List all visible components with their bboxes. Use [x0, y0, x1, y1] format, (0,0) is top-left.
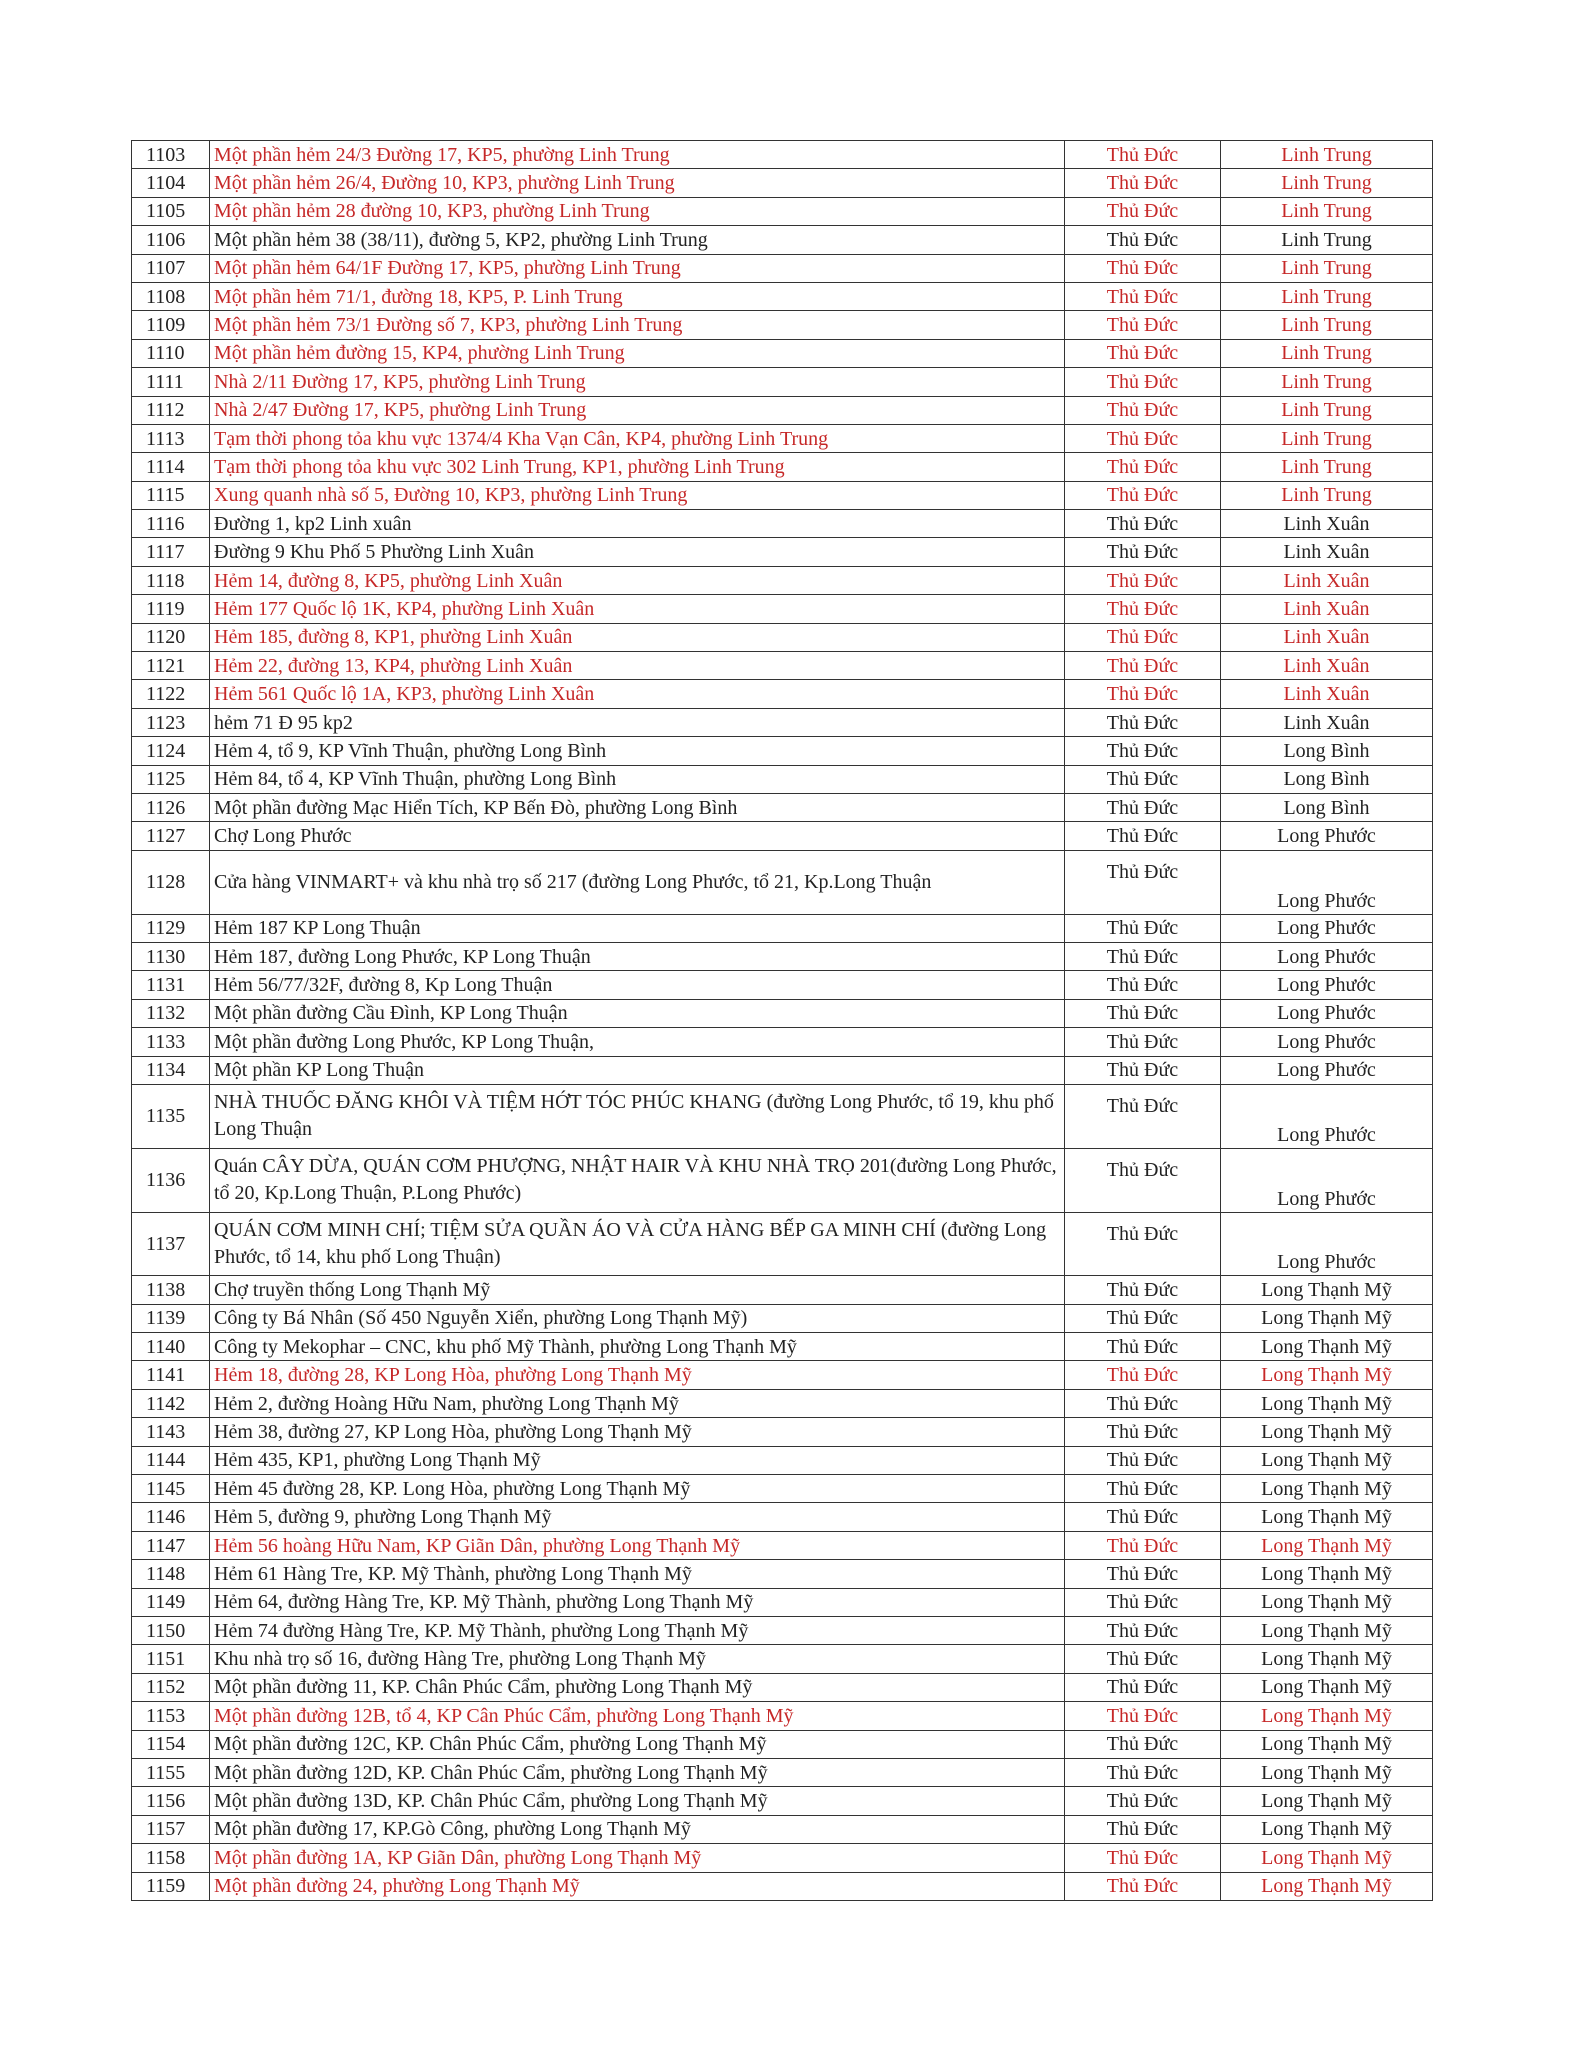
- address-cell: Hẻm 187, đường Long Phước, KP Long Thuận: [210, 942, 1065, 970]
- table-row: [132, 1673, 1433, 1701]
- table-row: [132, 680, 1433, 708]
- district-cell: Thủ Đức: [1065, 793, 1221, 821]
- district-cell: Thủ Đức: [1065, 680, 1221, 708]
- district-cell: Thủ Đức: [1065, 1389, 1221, 1417]
- ward-cell: Linh Trung: [1221, 254, 1433, 282]
- table-row: [132, 368, 1433, 396]
- table-row: [132, 708, 1433, 736]
- district-cell: Thủ Đức: [1065, 595, 1221, 623]
- district-cell: Thủ Đức: [1065, 339, 1221, 367]
- district-cell: Thủ Đức: [1065, 914, 1221, 942]
- row-number-cell: 1156: [132, 1787, 210, 1815]
- address-cell: Khu nhà trọ số 16, đường Hàng Tre, phường Long Thạnh Mỹ: [210, 1645, 1065, 1673]
- table-row: [132, 1446, 1433, 1474]
- table-row: [132, 1645, 1433, 1673]
- district-cell: Thủ Đức: [1065, 1531, 1221, 1559]
- table-row: [132, 396, 1433, 424]
- row-number-cell: 1110: [132, 339, 210, 367]
- row-number-cell: 1121: [132, 652, 210, 680]
- table-row: [132, 1616, 1433, 1644]
- table-row: [132, 914, 1433, 942]
- district-cell: Thủ Đức: [1065, 1673, 1221, 1701]
- address-cell: Một phần đường 12D, KP. Chân Phúc Cẩm, phường Long Thạnh Mỹ: [210, 1758, 1065, 1786]
- ward-cell: Linh Trung: [1221, 197, 1433, 225]
- row-number-cell: 1138: [132, 1276, 210, 1304]
- table-row: [132, 1758, 1433, 1786]
- ward-cell: Long Bình: [1221, 765, 1433, 793]
- row-number-cell: 1103: [132, 141, 210, 169]
- address-cell: Một phần hẻm 64/1F Đường 17, KP5, phường Linh Trung: [210, 254, 1065, 282]
- row-number-cell: 1130: [132, 942, 210, 970]
- row-number-cell: 1137: [132, 1212, 210, 1276]
- address-cell: Một phần đường Cầu Đình, KP Long Thuận: [210, 999, 1065, 1027]
- district-cell: Thủ Đức: [1065, 1028, 1221, 1056]
- ward-cell: Linh Trung: [1221, 396, 1433, 424]
- district-cell: Thủ Đức: [1065, 1418, 1221, 1446]
- table-body: [132, 141, 1433, 1901]
- address-cell: Một phần đường 12C, KP. Chân Phúc Cẩm, phường Long Thạnh Mỹ: [210, 1730, 1065, 1758]
- ward-cell: Long Phước: [1221, 942, 1433, 970]
- address-cell: Một phần hẻm đường 15, KP4, phường Linh Trung: [210, 339, 1065, 367]
- table-row: [132, 339, 1433, 367]
- address-cell: Hẻm 2, đường Hoàng Hữu Nam, phường Long Thạnh Mỹ: [210, 1389, 1065, 1417]
- table-row: [132, 1787, 1433, 1815]
- row-number-cell: 1119: [132, 595, 210, 623]
- ward-cell: Linh Xuân: [1221, 538, 1433, 566]
- address-cell: Đường 9 Khu Phố 5 Phường Linh Xuân: [210, 538, 1065, 566]
- district-cell: Thủ Đức: [1065, 1645, 1221, 1673]
- table-row: [132, 595, 1433, 623]
- table-row: [132, 1503, 1433, 1531]
- address-cell: Một phần đường Long Phước, KP Long Thuận,: [210, 1028, 1065, 1056]
- ward-cell: Long Thạnh Mỹ: [1221, 1787, 1433, 1815]
- table-row: [132, 1304, 1433, 1332]
- ward-cell: Long Thạnh Mỹ: [1221, 1844, 1433, 1872]
- address-cell: Hẻm 74 đường Hàng Tre, KP. Mỹ Thành, phường Long Thạnh Mỹ: [210, 1616, 1065, 1644]
- district-cell: Thủ Đức: [1065, 1304, 1221, 1332]
- row-number-cell: 1142: [132, 1389, 210, 1417]
- ward-cell: Long Phước: [1221, 1148, 1433, 1212]
- ward-cell: Linh Trung: [1221, 368, 1433, 396]
- table-row: [132, 652, 1433, 680]
- row-number-cell: 1124: [132, 737, 210, 765]
- row-number-cell: 1145: [132, 1475, 210, 1503]
- district-cell: Thủ Đức: [1065, 1588, 1221, 1616]
- table-row: [132, 538, 1433, 566]
- address-cell: Một phần hẻm 26/4, Đường 10, KP3, phường Linh Trung: [210, 169, 1065, 197]
- address-cell: Một phần hẻm 73/1 Đường số 7, KP3, phường Linh Trung: [210, 311, 1065, 339]
- address-cell: Hẻm 177 Quốc lộ 1K, KP4, phường Linh Xuân: [210, 595, 1065, 623]
- table-row: [132, 1056, 1433, 1084]
- address-cell: QUÁN CƠM MINH CHÍ; TIỆM SỬA QUẦN ÁO VÀ CỬA HÀNG BẾP GA MINH CHÍ (đường Long Phước, tổ 14, khu phố Long Thuận): [210, 1212, 1065, 1276]
- address-cell: Chợ Long Phước: [210, 822, 1065, 850]
- address-cell: Công ty Mekophar – CNC, khu phố Mỹ Thành, phường Long Thạnh Mỹ: [210, 1333, 1065, 1361]
- address-cell: Xung quanh nhà số 5, Đường 10, KP3, phường Linh Trung: [210, 481, 1065, 509]
- ward-cell: Linh Trung: [1221, 453, 1433, 481]
- ward-cell: Long Thạnh Mỹ: [1221, 1645, 1433, 1673]
- address-cell: Một phần hẻm 28 đường 10, KP3, phường Linh Trung: [210, 197, 1065, 225]
- row-number-cell: 1158: [132, 1844, 210, 1872]
- row-number-cell: 1106: [132, 226, 210, 254]
- district-cell: Thủ Đức: [1065, 1276, 1221, 1304]
- address-cell: Một phần đường Mạc Hiển Tích, KP Bến Đò, phường Long Bình: [210, 793, 1065, 821]
- address-cell: Tạm thời phong tỏa khu vực 1374/4 Kha Vạn Cân, KP4, phường Linh Trung: [210, 424, 1065, 452]
- ward-cell: Long Thạnh Mỹ: [1221, 1815, 1433, 1843]
- district-cell: Thủ Đức: [1065, 1787, 1221, 1815]
- address-cell: Một phần đường 17, KP.Gò Công, phường Long Thạnh Mỹ: [210, 1815, 1065, 1843]
- district-cell: Thủ Đức: [1065, 971, 1221, 999]
- table-row: [132, 1418, 1433, 1446]
- row-number-cell: 1135: [132, 1084, 210, 1148]
- district-cell: Thủ Đức: [1065, 1758, 1221, 1786]
- district-cell: Thủ Đức: [1065, 1084, 1221, 1148]
- address-cell: Hẻm 64, đường Hàng Tre, KP. Mỹ Thành, phường Long Thạnh Mỹ: [210, 1588, 1065, 1616]
- row-number-cell: 1155: [132, 1758, 210, 1786]
- address-cell: Hẻm 185, đường 8, KP1, phường Linh Xuân: [210, 623, 1065, 651]
- ward-cell: Long Thạnh Mỹ: [1221, 1560, 1433, 1588]
- ward-cell: Long Phước: [1221, 850, 1433, 914]
- row-number-cell: 1122: [132, 680, 210, 708]
- address-cell: Một phần đường 12B, tổ 4, KP Cân Phúc Cẩm, phường Long Thạnh Mỹ: [210, 1702, 1065, 1730]
- table-row: [132, 169, 1433, 197]
- ward-cell: Long Thạnh Mỹ: [1221, 1304, 1433, 1332]
- address-cell: Hẻm 561 Quốc lộ 1A, KP3, phường Linh Xuân: [210, 680, 1065, 708]
- row-number-cell: 1107: [132, 254, 210, 282]
- district-cell: Thủ Đức: [1065, 1560, 1221, 1588]
- table-row: [132, 1531, 1433, 1559]
- address-cell: Một phần hẻm 24/3 Đường 17, KP5, phường Linh Trung: [210, 141, 1065, 169]
- row-number-cell: 1111: [132, 368, 210, 396]
- ward-cell: Long Thạnh Mỹ: [1221, 1446, 1433, 1474]
- table-row: [132, 226, 1433, 254]
- ward-cell: Linh Trung: [1221, 424, 1433, 452]
- address-cell: Hẻm 22, đường 13, KP4, phường Linh Xuân: [210, 652, 1065, 680]
- address-cell: Nhà 2/11 Đường 17, KP5, phường Linh Trung: [210, 368, 1065, 396]
- address-cell: Quán CÂY DỪA, QUÁN CƠM PHƯỢNG, NHẬT HAIR VÀ KHU NHÀ TRỌ 201(đường Long Phước, tổ 20, Kp.Long Thuận, P.Long Phước): [210, 1148, 1065, 1212]
- district-cell: Thủ Đức: [1065, 453, 1221, 481]
- table-row: [132, 197, 1433, 225]
- row-number-cell: 1125: [132, 765, 210, 793]
- row-number-cell: 1157: [132, 1815, 210, 1843]
- ward-cell: Linh Trung: [1221, 169, 1433, 197]
- row-number-cell: 1149: [132, 1588, 210, 1616]
- table-row: [132, 1212, 1433, 1276]
- district-cell: Thủ Đức: [1065, 1333, 1221, 1361]
- row-number-cell: 1104: [132, 169, 210, 197]
- district-cell: Thủ Đức: [1065, 1212, 1221, 1276]
- ward-cell: Long Thạnh Mỹ: [1221, 1418, 1433, 1446]
- address-cell: Một phần KP Long Thuận: [210, 1056, 1065, 1084]
- address-cell: Hẻm 187 KP Long Thuận: [210, 914, 1065, 942]
- row-number-cell: 1112: [132, 396, 210, 424]
- row-number-cell: 1132: [132, 999, 210, 1027]
- row-number-cell: 1144: [132, 1446, 210, 1474]
- ward-cell: Long Bình: [1221, 793, 1433, 821]
- table-row: [132, 311, 1433, 339]
- table-row: [132, 282, 1433, 310]
- ward-cell: Linh Trung: [1221, 481, 1433, 509]
- ward-cell: Linh Xuân: [1221, 510, 1433, 538]
- address-cell: Hẻm 61 Hàng Tre, KP. Mỹ Thành, phường Long Thạnh Mỹ: [210, 1560, 1065, 1588]
- table-row: [132, 1148, 1433, 1212]
- address-cell: Nhà 2/47 Đường 17, KP5, phường Linh Trung: [210, 396, 1065, 424]
- district-cell: Thủ Đức: [1065, 424, 1221, 452]
- district-cell: Thủ Đức: [1065, 1475, 1221, 1503]
- table-row: [132, 1872, 1433, 1900]
- address-cell: Một phần đường 1A, KP Giãn Dân, phường Long Thạnh Mỹ: [210, 1844, 1065, 1872]
- district-cell: Thủ Đức: [1065, 1702, 1221, 1730]
- ward-cell: Linh Xuân: [1221, 595, 1433, 623]
- ward-cell: Long Thạnh Mỹ: [1221, 1702, 1433, 1730]
- ward-cell: Linh Xuân: [1221, 623, 1433, 651]
- address-cell: NHÀ THUỐC ĐĂNG KHÔI VÀ TIỆM HỚT TÓC PHÚC KHANG (đường Long Phước, tổ 19, khu phố Long Thuận: [210, 1084, 1065, 1148]
- table-row: [132, 481, 1433, 509]
- table-row: [132, 850, 1433, 914]
- ward-cell: Linh Xuân: [1221, 652, 1433, 680]
- address-cell: Đường 1, kp2 Linh xuân: [210, 510, 1065, 538]
- row-number-cell: 1159: [132, 1872, 210, 1900]
- lockdown-locations-table: [131, 140, 1433, 1901]
- table-row: [132, 510, 1433, 538]
- table-row: [132, 1361, 1433, 1389]
- district-cell: Thủ Đức: [1065, 566, 1221, 594]
- ward-cell: Long Thạnh Mỹ: [1221, 1588, 1433, 1616]
- table-row: [132, 737, 1433, 765]
- address-cell: Hẻm 5, đường 9, phường Long Thạnh Mỹ: [210, 1503, 1065, 1531]
- ward-cell: Long Phước: [1221, 1212, 1433, 1276]
- address-cell: Một phần hẻm 71/1, đường 18, KP5, P. Linh Trung: [210, 282, 1065, 310]
- district-cell: Thủ Đức: [1065, 652, 1221, 680]
- table-row: [132, 424, 1433, 452]
- table-row: [132, 1560, 1433, 1588]
- table-row: [132, 453, 1433, 481]
- address-cell: Hẻm 56/77/32F, đường 8, Kp Long Thuận: [210, 971, 1065, 999]
- ward-cell: Long Thạnh Mỹ: [1221, 1872, 1433, 1900]
- address-cell: Cửa hàng VINMART+ và khu nhà trọ số 217 (đường Long Phước, tổ 21, Kp.Long Thuận: [210, 850, 1065, 914]
- district-cell: Thủ Đức: [1065, 311, 1221, 339]
- ward-cell: Long Phước: [1221, 1084, 1433, 1148]
- row-number-cell: 1129: [132, 914, 210, 942]
- ward-cell: Long Thạnh Mỹ: [1221, 1475, 1433, 1503]
- row-number-cell: 1134: [132, 1056, 210, 1084]
- district-cell: Thủ Đức: [1065, 169, 1221, 197]
- district-cell: Thủ Đức: [1065, 765, 1221, 793]
- table-row: [132, 1475, 1433, 1503]
- district-cell: Thủ Đức: [1065, 254, 1221, 282]
- row-number-cell: 1140: [132, 1333, 210, 1361]
- row-number-cell: 1136: [132, 1148, 210, 1212]
- table-row: [132, 1028, 1433, 1056]
- address-cell: Hẻm 435, KP1, phường Long Thạnh Mỹ: [210, 1446, 1065, 1474]
- address-cell: Chợ truyền thống Long Thạnh Mỹ: [210, 1276, 1065, 1304]
- address-cell: Một phần đường 24, phường Long Thạnh Mỹ: [210, 1872, 1065, 1900]
- row-number-cell: 1148: [132, 1560, 210, 1588]
- table-row: [132, 1844, 1433, 1872]
- table-row: [132, 971, 1433, 999]
- table-row: [132, 1702, 1433, 1730]
- address-cell: Hẻm 14, đường 8, KP5, phường Linh Xuân: [210, 566, 1065, 594]
- address-cell: Hẻm 45 đường 28, KP. Long Hòa, phường Long Thạnh Mỹ: [210, 1475, 1065, 1503]
- ward-cell: Long Thạnh Mỹ: [1221, 1730, 1433, 1758]
- table-row: [132, 1333, 1433, 1361]
- district-cell: Thủ Đức: [1065, 481, 1221, 509]
- ward-cell: Long Thạnh Mỹ: [1221, 1503, 1433, 1531]
- district-cell: Thủ Đức: [1065, 1056, 1221, 1084]
- address-cell: Một phần hẻm 38 (38/11), đường 5, KP2, phường Linh Trung: [210, 226, 1065, 254]
- row-number-cell: 1126: [132, 793, 210, 821]
- district-cell: Thủ Đức: [1065, 396, 1221, 424]
- address-cell: Một phần đường 11, KP. Chân Phúc Cẩm, phường Long Thạnh Mỹ: [210, 1673, 1065, 1701]
- ward-cell: Linh Trung: [1221, 226, 1433, 254]
- row-number-cell: 1139: [132, 1304, 210, 1332]
- address-cell: Tạm thời phong tỏa khu vực 302 Linh Trung, KP1, phường Linh Trung: [210, 453, 1065, 481]
- address-cell: Hẻm 56 hoàng Hữu Nam, KP Giãn Dân, phường Long Thạnh Mỹ: [210, 1531, 1065, 1559]
- ward-cell: Long Phước: [1221, 999, 1433, 1027]
- row-number-cell: 1114: [132, 453, 210, 481]
- district-cell: Thủ Đức: [1065, 1844, 1221, 1872]
- table-row: [132, 999, 1433, 1027]
- table-row: [132, 1588, 1433, 1616]
- row-number-cell: 1150: [132, 1616, 210, 1644]
- table-row: [132, 1084, 1433, 1148]
- ward-cell: Long Bình: [1221, 737, 1433, 765]
- address-cell: Hẻm 84, tổ 4, KP Vĩnh Thuận, phường Long Bình: [210, 765, 1065, 793]
- ward-cell: Long Thạnh Mỹ: [1221, 1531, 1433, 1559]
- ward-cell: Long Phước: [1221, 822, 1433, 850]
- address-cell: Công ty Bá Nhân (Số 450 Nguyễn Xiển, phường Long Thạnh Mỹ): [210, 1304, 1065, 1332]
- row-number-cell: 1105: [132, 197, 210, 225]
- row-number-cell: 1113: [132, 424, 210, 452]
- row-number-cell: 1153: [132, 1702, 210, 1730]
- row-number-cell: 1147: [132, 1531, 210, 1559]
- row-number-cell: 1117: [132, 538, 210, 566]
- address-cell: Một phần đường 13D, KP. Chân Phúc Cẩm, phường Long Thạnh Mỹ: [210, 1787, 1065, 1815]
- district-cell: Thủ Đức: [1065, 226, 1221, 254]
- ward-cell: Linh Trung: [1221, 339, 1433, 367]
- table-row: [132, 254, 1433, 282]
- table-row: [132, 1389, 1433, 1417]
- district-cell: Thủ Đức: [1065, 850, 1221, 914]
- row-number-cell: 1120: [132, 623, 210, 651]
- address-cell: Hẻm 38, đường 27, KP Long Hòa, phường Long Thạnh Mỹ: [210, 1418, 1065, 1446]
- ward-cell: Long Thạnh Mỹ: [1221, 1673, 1433, 1701]
- row-number-cell: 1131: [132, 971, 210, 999]
- table-row: [132, 765, 1433, 793]
- ward-cell: Long Phước: [1221, 971, 1433, 999]
- district-cell: Thủ Đức: [1065, 737, 1221, 765]
- table-row: [132, 1276, 1433, 1304]
- table-row: [132, 566, 1433, 594]
- district-cell: Thủ Đức: [1065, 708, 1221, 736]
- district-cell: Thủ Đức: [1065, 368, 1221, 396]
- district-cell: Thủ Đức: [1065, 999, 1221, 1027]
- table-row: [132, 942, 1433, 970]
- district-cell: Thủ Đức: [1065, 1503, 1221, 1531]
- address-cell: hẻm 71 Đ 95 kp2: [210, 708, 1065, 736]
- row-number-cell: 1154: [132, 1730, 210, 1758]
- district-cell: Thủ Đức: [1065, 822, 1221, 850]
- row-number-cell: 1133: [132, 1028, 210, 1056]
- ward-cell: Long Thạnh Mỹ: [1221, 1276, 1433, 1304]
- district-cell: Thủ Đức: [1065, 623, 1221, 651]
- district-cell: Thủ Đức: [1065, 942, 1221, 970]
- row-number-cell: 1127: [132, 822, 210, 850]
- ward-cell: Long Phước: [1221, 914, 1433, 942]
- row-number-cell: 1116: [132, 510, 210, 538]
- row-number-cell: 1118: [132, 566, 210, 594]
- row-number-cell: 1123: [132, 708, 210, 736]
- district-cell: Thủ Đức: [1065, 141, 1221, 169]
- ward-cell: Long Thạnh Mỹ: [1221, 1361, 1433, 1389]
- ward-cell: Long Thạnh Mỹ: [1221, 1389, 1433, 1417]
- district-cell: Thủ Đức: [1065, 197, 1221, 225]
- row-number-cell: 1146: [132, 1503, 210, 1531]
- table-row: [132, 141, 1433, 169]
- ward-cell: Linh Xuân: [1221, 680, 1433, 708]
- district-cell: Thủ Đức: [1065, 1616, 1221, 1644]
- address-cell: Hẻm 4, tổ 9, KP Vĩnh Thuận, phường Long Bình: [210, 737, 1065, 765]
- table-row: [132, 1815, 1433, 1843]
- table-row: [132, 623, 1433, 651]
- ward-cell: Linh Trung: [1221, 141, 1433, 169]
- table-row: [132, 793, 1433, 821]
- row-number-cell: 1128: [132, 850, 210, 914]
- row-number-cell: 1151: [132, 1645, 210, 1673]
- ward-cell: Long Thạnh Mỹ: [1221, 1758, 1433, 1786]
- ward-cell: Long Phước: [1221, 1056, 1433, 1084]
- row-number-cell: 1152: [132, 1673, 210, 1701]
- ward-cell: Linh Trung: [1221, 311, 1433, 339]
- row-number-cell: 1109: [132, 311, 210, 339]
- district-cell: Thủ Đức: [1065, 1730, 1221, 1758]
- ward-cell: Linh Xuân: [1221, 708, 1433, 736]
- ward-cell: Linh Xuân: [1221, 566, 1433, 594]
- ward-cell: Long Thạnh Mỹ: [1221, 1333, 1433, 1361]
- table-row: [132, 1730, 1433, 1758]
- row-number-cell: 1141: [132, 1361, 210, 1389]
- district-cell: Thủ Đức: [1065, 538, 1221, 566]
- district-cell: Thủ Đức: [1065, 1361, 1221, 1389]
- address-cell: Hẻm 18, đường 28, KP Long Hòa, phường Long Thạnh Mỹ: [210, 1361, 1065, 1389]
- table-row: [132, 822, 1433, 850]
- row-number-cell: 1115: [132, 481, 210, 509]
- district-cell: Thủ Đức: [1065, 1872, 1221, 1900]
- ward-cell: Linh Trung: [1221, 282, 1433, 310]
- ward-cell: Long Thạnh Mỹ: [1221, 1616, 1433, 1644]
- district-cell: Thủ Đức: [1065, 1446, 1221, 1474]
- ward-cell: Long Phước: [1221, 1028, 1433, 1056]
- district-cell: Thủ Đức: [1065, 1148, 1221, 1212]
- row-number-cell: 1108: [132, 282, 210, 310]
- district-cell: Thủ Đức: [1065, 510, 1221, 538]
- district-cell: Thủ Đức: [1065, 1815, 1221, 1843]
- row-number-cell: 1143: [132, 1418, 210, 1446]
- district-cell: Thủ Đức: [1065, 282, 1221, 310]
